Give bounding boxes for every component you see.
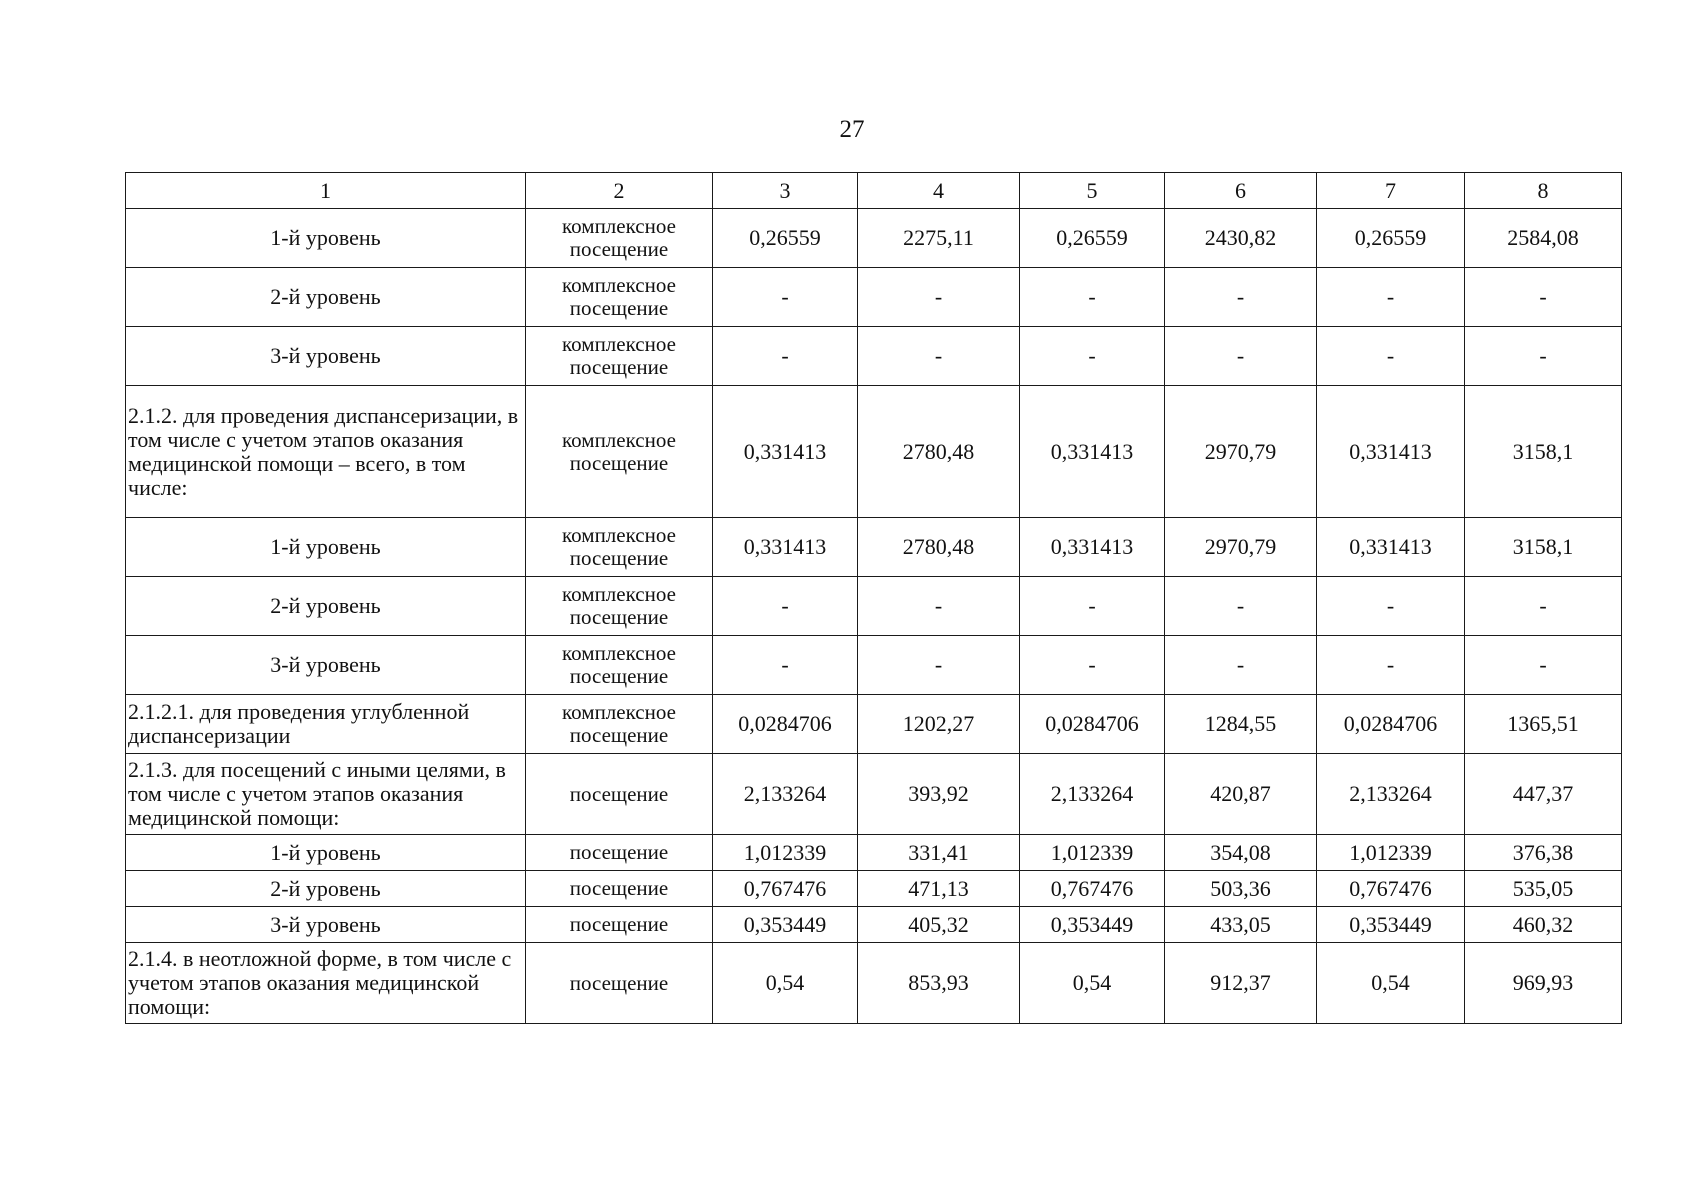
row-name: 2.1.2. для проведения диспансеризации, в том числе с учетом этапов оказания медицинской помощи – всего, в том числе: [126, 386, 526, 518]
cell-value: 912,37 [1165, 943, 1317, 1024]
cell-value: 393,92 [858, 754, 1020, 835]
cell-value: 420,87 [1165, 754, 1317, 835]
cell-value: - [1317, 636, 1465, 695]
cell-value: 447,37 [1465, 754, 1622, 835]
cell-value: - [1020, 327, 1165, 386]
cell-value: - [1317, 327, 1465, 386]
cell-value: 0,54 [1317, 943, 1465, 1024]
cell-value: 460,32 [1465, 907, 1622, 943]
row-unit: комплексное посещение [526, 327, 713, 386]
cell-value: 1202,27 [858, 695, 1020, 754]
cell-value: 2780,48 [858, 386, 1020, 518]
row-name: 2-й уровень [126, 871, 526, 907]
row-name: 2.1.2.1. для проведения углубленной диспансеризации [126, 695, 526, 754]
cell-value: - [1465, 577, 1622, 636]
cell-value: - [1317, 577, 1465, 636]
cell-value: 969,93 [1465, 943, 1622, 1024]
cell-value: 503,36 [1165, 871, 1317, 907]
column-number: 5 [1020, 173, 1165, 209]
cell-value: 0,0284706 [1317, 695, 1465, 754]
cell-value: 0,0284706 [713, 695, 858, 754]
cell-value: - [713, 268, 858, 327]
row-name: 3-й уровень [126, 327, 526, 386]
cell-value: 2,133264 [713, 754, 858, 835]
cell-value: 535,05 [1465, 871, 1622, 907]
table-row [126, 386, 1622, 518]
cell-value: 471,13 [858, 871, 1020, 907]
column-number: 7 [1317, 173, 1465, 209]
cell-value: 0,767476 [1317, 871, 1465, 907]
row-unit: комплексное посещение [526, 636, 713, 695]
cell-value: - [1165, 327, 1317, 386]
cell-value: 0,331413 [1020, 518, 1165, 577]
cell-value: - [1465, 636, 1622, 695]
column-number: 2 [526, 173, 713, 209]
cell-value: 2430,82 [1165, 209, 1317, 268]
cell-value: 0,767476 [713, 871, 858, 907]
table-row [126, 327, 1622, 386]
row-unit: посещение [526, 754, 713, 835]
cell-value: 0,331413 [713, 386, 858, 518]
cell-value: 1,012339 [1020, 835, 1165, 871]
cell-value: 0,353449 [1020, 907, 1165, 943]
cell-value: 0,767476 [1020, 871, 1165, 907]
row-unit: комплексное посещение [526, 695, 713, 754]
column-number-row [126, 173, 1622, 209]
column-number: 4 [858, 173, 1020, 209]
cell-value: 405,32 [858, 907, 1020, 943]
cell-value: 2584,08 [1465, 209, 1622, 268]
row-unit: комплексное посещение [526, 386, 713, 518]
cell-value: 0,331413 [1020, 386, 1165, 518]
cell-value: 1284,55 [1165, 695, 1317, 754]
table-row [126, 209, 1622, 268]
cell-value: 0,26559 [1317, 209, 1465, 268]
cell-value: 2275,11 [858, 209, 1020, 268]
cell-value: 3158,1 [1465, 386, 1622, 518]
cell-value: - [713, 577, 858, 636]
table-row [126, 577, 1622, 636]
cell-value: - [713, 327, 858, 386]
row-name: 2.1.3. для посещений с иными целями, в том числе с учетом этапов оказания медицинской помощи: [126, 754, 526, 835]
row-name: 1-й уровень [126, 209, 526, 268]
page-number: 27 [839, 116, 865, 143]
cell-value: 1,012339 [1317, 835, 1465, 871]
table-row [126, 871, 1622, 907]
row-unit: посещение [526, 871, 713, 907]
row-name: 1-й уровень [126, 518, 526, 577]
cell-value: - [858, 327, 1020, 386]
cell-value: - [1317, 268, 1465, 327]
cell-value: 0,54 [713, 943, 858, 1024]
cell-value: 433,05 [1165, 907, 1317, 943]
row-name: 2-й уровень [126, 577, 526, 636]
row-unit: комплексное посещение [526, 518, 713, 577]
cell-value: 331,41 [858, 835, 1020, 871]
column-number: 6 [1165, 173, 1317, 209]
cell-value: 853,93 [858, 943, 1020, 1024]
cell-value: 0,0284706 [1020, 695, 1165, 754]
table-row [126, 268, 1622, 327]
cell-value: 1365,51 [1465, 695, 1622, 754]
cell-value: - [1465, 268, 1622, 327]
cell-value: - [1165, 577, 1317, 636]
cell-value: - [858, 636, 1020, 695]
cell-value: 2,133264 [1020, 754, 1165, 835]
cell-value: - [1020, 636, 1165, 695]
cell-value: 3158,1 [1465, 518, 1622, 577]
cell-value: - [858, 268, 1020, 327]
row-unit: посещение [526, 835, 713, 871]
cell-value: - [1020, 577, 1165, 636]
row-name: 2.1.4. в неотложной форме, в том числе с учетом этапов оказания медицинской помощи: [126, 943, 526, 1024]
table-row [126, 754, 1622, 835]
table-row [126, 943, 1622, 1024]
row-unit: посещение [526, 943, 713, 1024]
table-row [126, 907, 1622, 943]
cell-value: 2970,79 [1165, 518, 1317, 577]
cell-value: 0,54 [1020, 943, 1165, 1024]
cell-value: - [1165, 636, 1317, 695]
row-unit: комплексное посещение [526, 268, 713, 327]
cell-value: - [1465, 327, 1622, 386]
cell-value: 376,38 [1465, 835, 1622, 871]
column-number: 3 [713, 173, 858, 209]
cell-value: - [1020, 268, 1165, 327]
cell-value: 354,08 [1165, 835, 1317, 871]
cell-value: - [1165, 268, 1317, 327]
column-number: 8 [1465, 173, 1622, 209]
cell-value: 0,353449 [713, 907, 858, 943]
cell-value: 0,26559 [713, 209, 858, 268]
column-number: 1 [126, 173, 526, 209]
row-unit: комплексное посещение [526, 209, 713, 268]
cell-value: 0,353449 [1317, 907, 1465, 943]
row-unit: посещение [526, 907, 713, 943]
cell-value: 2780,48 [858, 518, 1020, 577]
data-table [125, 172, 1622, 1024]
row-name: 3-й уровень [126, 907, 526, 943]
cell-value: - [713, 636, 858, 695]
row-name: 1-й уровень [126, 835, 526, 871]
cell-value: - [858, 577, 1020, 636]
cell-value: 0,331413 [1317, 518, 1465, 577]
cell-value: 2970,79 [1165, 386, 1317, 518]
table-row [126, 636, 1622, 695]
cell-value: 0,331413 [1317, 386, 1465, 518]
table-row [126, 835, 1622, 871]
row-name: 2-й уровень [126, 268, 526, 327]
cell-value: 0,331413 [713, 518, 858, 577]
cell-value: 2,133264 [1317, 754, 1465, 835]
row-name: 3-й уровень [126, 636, 526, 695]
cell-value: 1,012339 [713, 835, 858, 871]
table-row [126, 695, 1622, 754]
row-unit: комплексное посещение [526, 577, 713, 636]
cell-value: 0,26559 [1020, 209, 1165, 268]
table-row [126, 518, 1622, 577]
